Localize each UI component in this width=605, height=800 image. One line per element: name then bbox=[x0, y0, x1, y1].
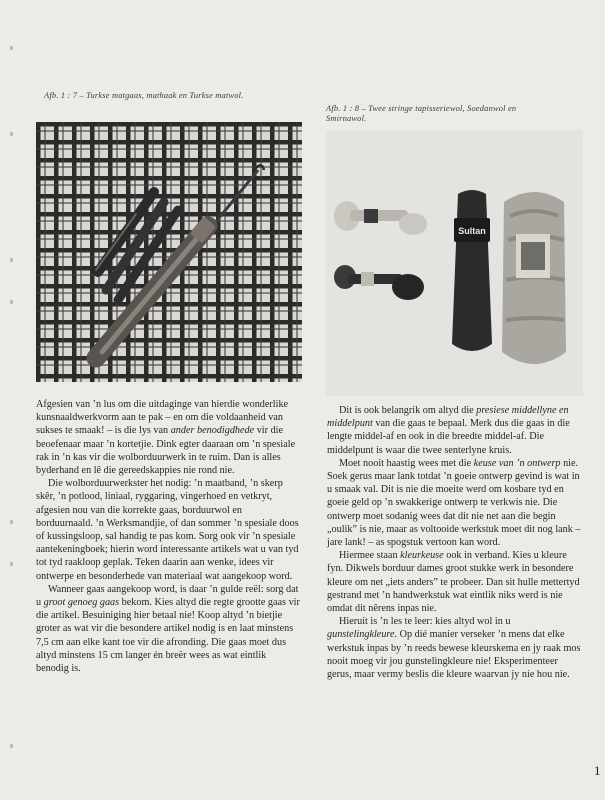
figure-caption-left: Afb. 1 : 7 – Turkse matgaas, mathaak en Turkse matwol. bbox=[44, 91, 244, 100]
left-text-column bbox=[36, 398, 301, 675]
paragraph-design-choice: Moet nooit haastig wees met die keuse van ’n ontwerp nie. Soek gerus maar lank totdat ’n goeie ontwerp gevind is wat in u smaak val. Dit is nie die moeite werd om kosbare tyd en goeie geld op ’n swakkerige ontwerp te verkwis nie. Die ontwerp moet sodanig wees dat dit nie net aan die begin „oulik” is nie, maar as voltooide werkstuk moet dit nog lank – jare lank! – as spogstuk vertoon kan word. bbox=[327, 457, 581, 549]
smyrna-wool-skein bbox=[502, 192, 566, 364]
paragraph-colour-choice: Hiermee staan kleurkeuse ook in verband. Kies u kleure fyn. Dikwels borduur dames groot stukke werk in besondere kleure om net „iets anders” te probeer. Dan sit hulle mettertyd gestrand met ’n handwerkstuk wat eintlik niks werd is nie omdat dit nêrens inpas nie. bbox=[327, 550, 580, 615]
sultan-label: Sultan bbox=[458, 226, 486, 236]
paragraph-canvas-size: Wanneer gaas aangekoop word, is daar ’n gulde reël: sorg dat u groot genoeg gaas bekom. Kies altyd die regte grootte gaas vir die artikel. Besuiniging hier betaal nie! Koop altyd ’n bietjie groter as wat vir die besondere artikel nodig is en laat minstens 7,5 cm aan elke kant toe vir die afronding. Die gaas moet dus altyd minstens 15 cm langer én breër wees as wat eintlik benodig is. bbox=[36, 583, 300, 675]
wool-skeins-illustration bbox=[326, 130, 583, 396]
page-number: 1 bbox=[594, 763, 601, 778]
paragraph-tools-list: Die wolborduurwerkster het nodig: ’n maatband, ’n skerp skêr, ’n potlood, liniaal, ryggaring, vingerhoed en vetkryt, afgesien nou van die korrekte gaas, borduurwol en borduurnaald. ’n Werksmandjie, of dan sommer ’n spesiale doos of kussingsloop, sal handig te pas kom. Sorg ook vir ’n spesiale aantekeningboek; hierin word interessante artikels wat u van tyd tot tyd raakloop geplak. Teken daarin aan wenke, idees vir ontwerpe en besonderhede van materiaal wat aangekoop word. bbox=[36, 478, 299, 582]
paragraph-other-requirements: Afgesien van ’n lus om die uitdaginge van hierdie wonderlike kunsnaaldwerkvorm aan te pak – en om die voldaanheid van sukses te smaak! – is die lys van ander benodigdhede vir die beoefenaar maar ’n kortetjie. Dink egter daaraan om ’n spesiale rak in ’n kas vir die wolborduurwerk in te ruim. Dan is alles byderhand en lê die gereedskappies nie rond nie. bbox=[36, 399, 296, 477]
paragraph-centre-lines: Dit is ook belangrik om altyd die presiese middellyne en middelpunt van die gaas te bepaal. Merk dus die gaas in die lengte middel-af en ook in die breedte middel-af. Die middelpunt is waar die twee senterlyne kruis. bbox=[327, 405, 570, 456]
right-text-column bbox=[327, 404, 582, 681]
sudan-wool-skein bbox=[452, 190, 492, 351]
photo-rug-canvas-hook bbox=[36, 122, 302, 382]
binding-holes bbox=[6, 0, 16, 800]
paragraph-favourite-colours: Hieruit is ’n les te leer: kies altyd wol in u gunstelingkleure. Op dié manier verseker ’n mens dat elke werkstuk inpas by ’n reeds bewese kleurskema en jy raak mos nooit moeg vir jou gunstelingkleure nie! Eksperimenteer gerus, maar vermy beslis die kleure waarvan jy nie hou nie. bbox=[327, 616, 581, 681]
caption-right-line-1: Afb. 1 : 8 – Twee stringe tapisseriewol, Soedanwol en bbox=[326, 104, 517, 113]
rug-canvas-illustration bbox=[36, 122, 302, 382]
figure-caption-right bbox=[326, 104, 576, 124]
caption-right-line-2: Smirnawol. bbox=[326, 114, 367, 123]
photo-wool-skeins bbox=[326, 130, 583, 396]
